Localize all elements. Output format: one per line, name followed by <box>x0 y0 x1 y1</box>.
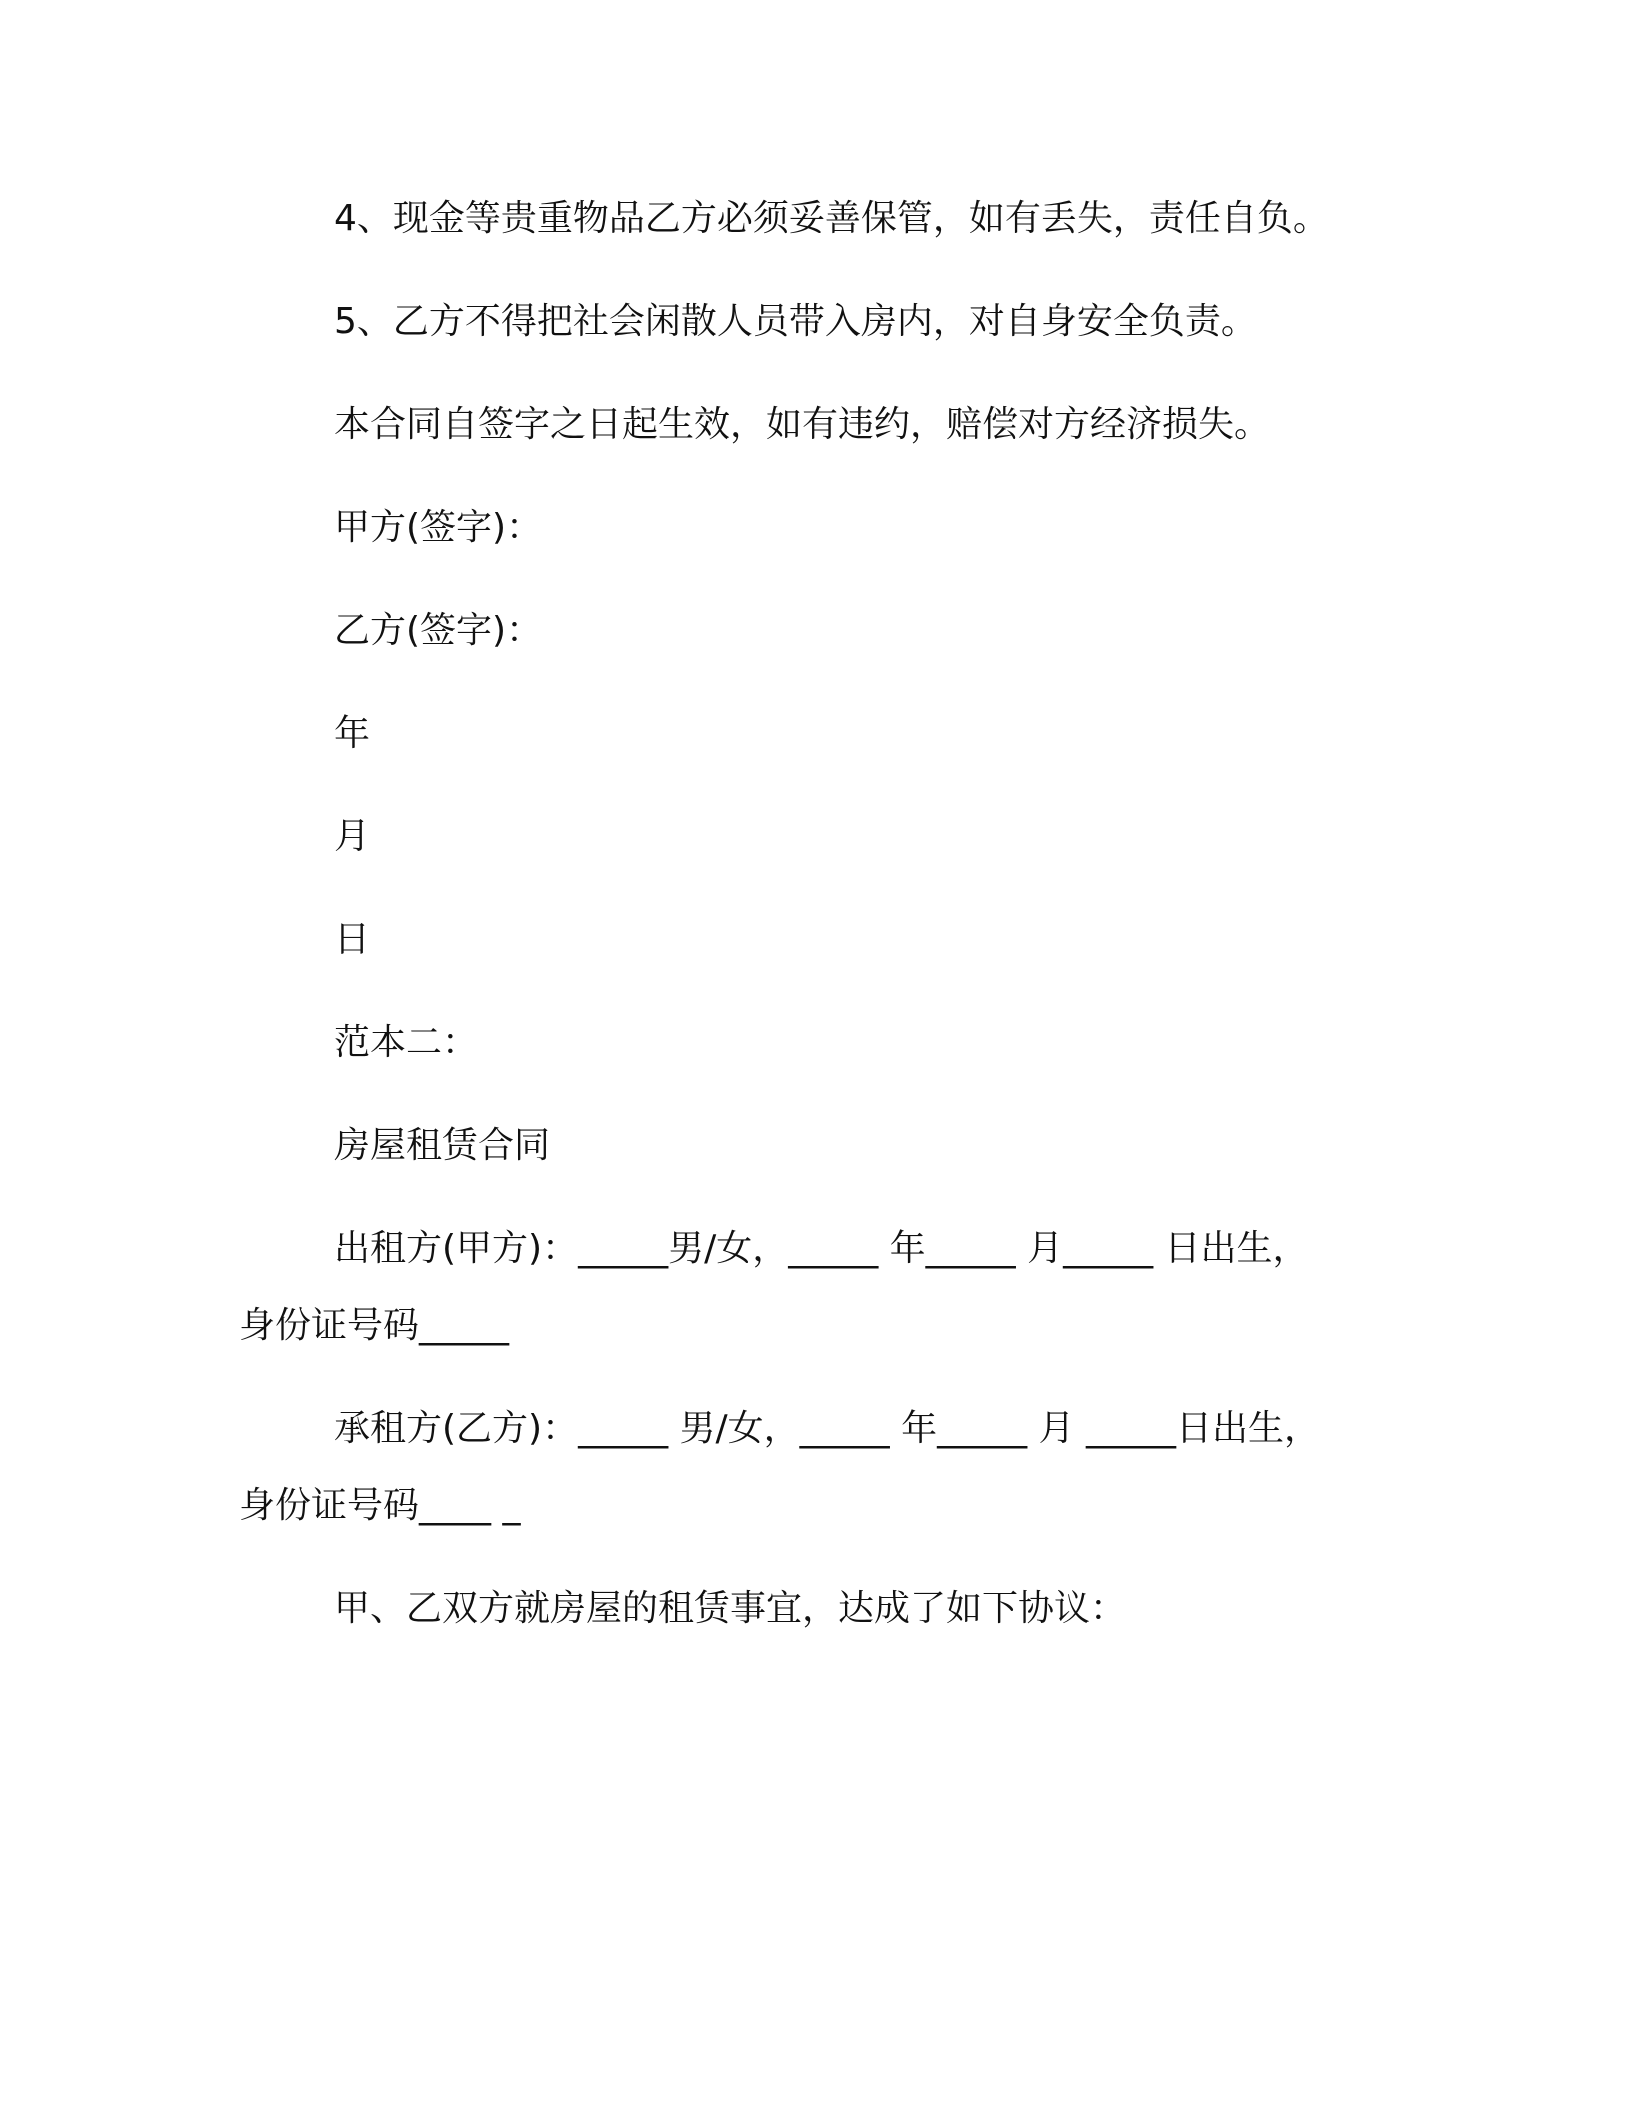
party-a-signature: 甲方(签字)： <box>334 507 543 548</box>
effective-clause: 本合同自签字之日起生效，如有违约，赔偿对方经济损失。 <box>334 404 1271 445</box>
template-two-heading: 范本二： <box>334 1022 479 1063</box>
date-year: 年 <box>334 713 371 754</box>
date-month: 月 <box>334 816 371 857</box>
lessor-info: 出租方(甲方)：_____男/女，_____ 年_____ 月_____ 日出生， <box>334 1228 1309 1269</box>
lessee-info: 承租方(乙方)：_____ 男/女，_____ 年_____ 月 _____日出生， <box>334 1408 1320 1449</box>
date-day: 日 <box>334 919 371 960</box>
contract-title: 房屋租赁合同 <box>334 1125 551 1166</box>
agreement-intro: 甲、乙双方就房屋的租赁事宜，达成了如下协议： <box>334 1588 1127 1629</box>
lessor-id-number: 身份证号码_____ <box>239 1305 510 1346</box>
clause-4: 4、现金等贵重物品乙方必须妥善保管，如有丢失，责任自负。 <box>334 198 1329 239</box>
clause-5: 5、乙方不得把社会闲散人员带入房内，对自身安全负责。 <box>334 301 1257 342</box>
party-b-signature: 乙方(签字)： <box>334 610 543 651</box>
lessee-id-number: 身份证号码____ _ <box>239 1485 521 1526</box>
